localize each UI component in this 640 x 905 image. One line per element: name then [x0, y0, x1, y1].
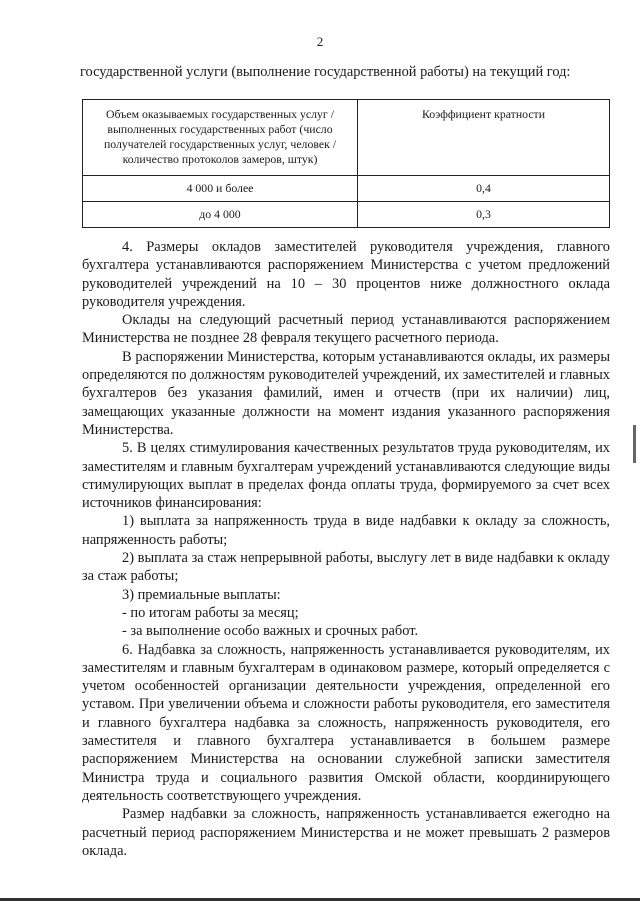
table-cell-coefficient: 0,4: [358, 176, 610, 202]
table-header-coefficient: Коэффициент кратности: [358, 100, 610, 176]
coefficient-table: [82, 99, 610, 228]
table-header-row: [83, 100, 610, 176]
table-cell-volume: до 4 000: [83, 202, 358, 228]
page-number: 2: [316, 34, 324, 49]
scan-bottom-edge: [0, 898, 640, 901]
list-item: 1) выплата за напряженность труда в виде надбавки к окладу за сложность, напряженность работы;: [82, 513, 610, 548]
intro-line: государственной услуги (выполнение государственной работы) на текущий год:: [80, 64, 571, 80]
scan-edge-mark: [633, 425, 636, 463]
paragraph-5: 5. В целях стимулирования качественных результатов труда руководителям, их заместителям и главным бухгалтерам учреждений устанавливаются следующие виды стимулирующих выплат в пределах фонда оплаты труда, формируемого за счет всех источников финансирования:: [82, 440, 610, 512]
list-item: - за выполнение особо важных и срочных работ.: [122, 623, 419, 640]
paragraph-salary-order: В распоряжении Министерства, которым устанавливаются оклады, их размеры определяются по должностям руководителей учреждений, их заместителей и главных бухгалтеров без указания фамилий, имен и отчеств (при их наличии) лиц, замещающих указанные должности на момент издания указанного распоряжения Министерства.: [82, 348, 610, 438]
table-cell-volume: 4 000 и более: [83, 176, 358, 202]
paragraph-bonus-size: Размер надбавки за сложность, напряженность устанавливается ежегодно на расчетный период распоряжением Министерства и не может превышать 2 размеров оклада.: [82, 806, 610, 859]
paragraph-4: 4. Размеры окладов заместителей руководителя учреждения, главного бухгалтера устанавливаются распоряжением Министерства с учетом предложений руководителей учреждений на 10 – 30 процентов ниже должностного оклада руководителя учреждения.: [82, 239, 610, 310]
document-body: [82, 238, 610, 860]
table-row: [83, 202, 610, 228]
list-item: 3) премиальные выплаты:: [122, 586, 281, 603]
list-item: 2) выплата за стаж непрерывной работы, выслугу лет в виде надбавки к окладу за стаж работы;: [82, 550, 610, 585]
table-header-volume: Объем оказываемых государственных услуг / выполненных государственных работ (число получателей государственных услуг, человек / количество протоколов замеров, штук): [83, 100, 358, 176]
paragraph-6: 6. Надбавка за сложность, напряженность устанавливается руководителям, их заместителям и главным бухгалтерам в одинаковом размере, который определяется с учетом особенностей организации деятельности учреждения, определенной его уставом. При увеличении объема и сложности работы руководителя, его заместителя и главного бухгалтера надбавка за сложность, напряженность руководителя, его заместителя и главного бухгалтера устанавливается в большем размере распоряжением Министерства на основании служебной записки заместителя Министра труда и социального развития Омской области, координирующего деятельность соответствующего учреждения.: [82, 641, 610, 804]
table-row: [83, 176, 610, 202]
list-item: - по итогам работы за месяц;: [122, 604, 299, 621]
table-cell-coefficient: 0,3: [358, 202, 610, 228]
paragraph-salary-period: Оклады на следующий расчетный период устанавливаются распоряжением Министерства не позднее 28 февраля текущего расчетного периода.: [82, 312, 610, 347]
